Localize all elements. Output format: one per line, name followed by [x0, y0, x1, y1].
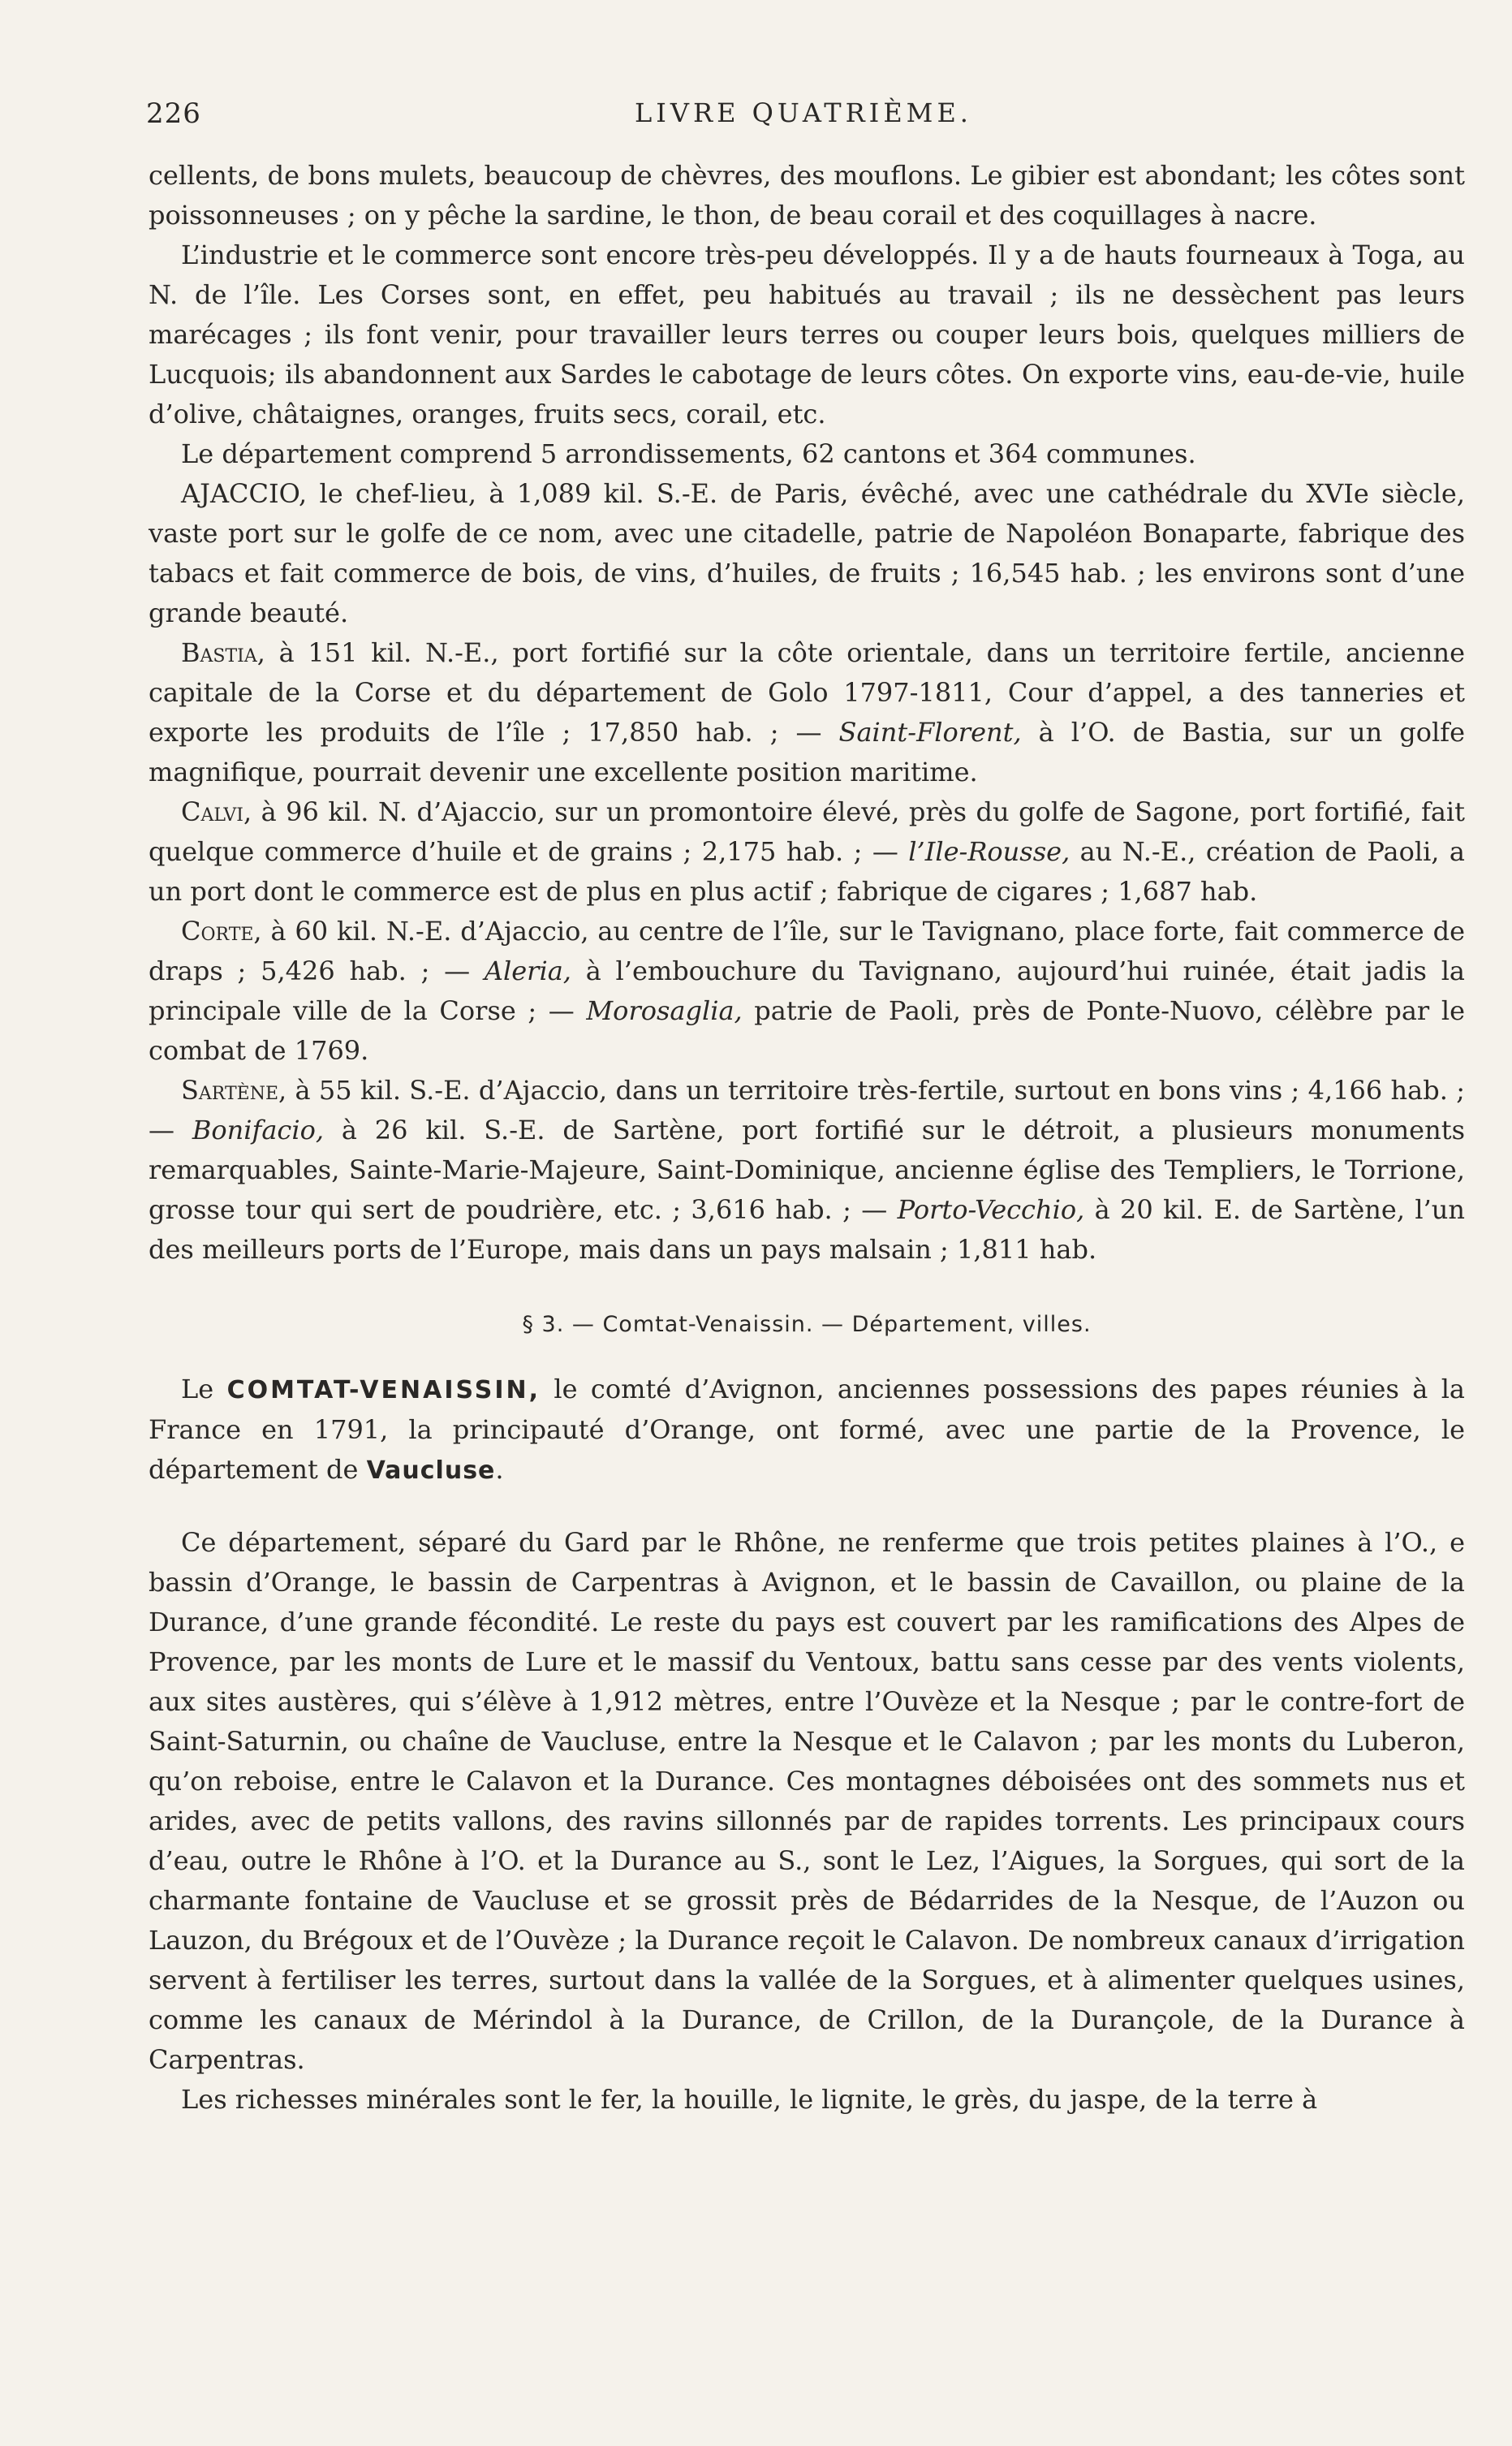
calvi-text-1: à 96 kil. N. d’Ajaccio, sur un promontoire élevé, près du golfe de Sagone, port fortifié, fait quelque commerce d’huile et de grains ; 2,175 hab. ; — — [149, 796, 1465, 867]
section-heading: § 3. — Comtat-Venaissin. — Département, villes. — [522, 1312, 1092, 1337]
page-header — [146, 97, 1461, 138]
bastia-text-2: à l’O. de Bastia, sur un golfe magnifique, pourrait devenir une excellente position maritime. — [149, 717, 1466, 787]
city-corte: Corte, — [181, 916, 262, 947]
running-head: LIVRE QUATRIÈME. — [635, 97, 972, 128]
term-comtat-venaissin: COMTAT-VENAISSIN, — [226, 1376, 541, 1404]
place-morosaglia: Morosaglia, — [586, 995, 743, 1026]
term-vaucluse: Vaucluse — [366, 1456, 496, 1485]
ajaccio-text: le chef-lieu, à 1,089 kil. S.-E. de Paris, évêché, avec une cathédrale du XVIe siècle, vaste port sur le golfe de ce nom, avec une citadelle, patrie de Napoléon Bonaparte, fabrique des tabacs et fait commerce de bois, de vins, d’huiles, de fruits ; 16,545 hab. ; les environs sont d’une grande beauté. — [149, 478, 1465, 628]
paragraph-minerals: Les richesses minérales sont le fer, la houille, le lignite, le grès, du jaspe, de la terre à — [181, 2084, 1318, 2115]
sartene-text-3: à 20 kil. E. de Sartène, l’un des meilleurs ports de l’Europe, mais dans un pays malsain ; 1,811 hab. — [149, 1194, 1466, 1265]
paragraph-corte — [149, 912, 1465, 1071]
city-calvi: Calvi, — [181, 796, 252, 827]
place-bonifacio: Bonifacio, — [192, 1115, 324, 1145]
comtat-text-2: . — [495, 1454, 504, 1485]
bastia-text-1: à 151 kil. N.-E., port fortifié sur la côte orientale, dans un territoire fertile, ancienne capitale de la Corse et du département de Golo 1797-1811, Cour d’appel, a des tanneries et exporte les produits de l’île ; 17,850 hab. ; — — [149, 637, 1465, 748]
comtat-lead: Le — [181, 1374, 227, 1404]
place-aleria: Aleria, — [484, 956, 571, 986]
corte-text-1: à 60 kil. N.-E. d’Ajaccio, au centre de l’île, sur le Tavignano, place forte, fait commerce de draps ; 5,426 hab. ; — — [149, 916, 1465, 986]
city-sartene: Sartène, — [181, 1075, 287, 1106]
corte-text-3: patrie de Paoli, près de Ponte-Nuovo, célèbre par le combat de 1769. — [149, 995, 1466, 1066]
paragraph-bastia — [149, 633, 1465, 792]
place-porto-vecchio: Porto-Vecchio, — [897, 1194, 1085, 1225]
sartene-text-1: à 55 kil. S.-E. d’Ajaccio, dans un territoire très-fertile, surtout en bons vins ; 4,166 hab. ; — — [149, 1075, 1465, 1145]
paragraph-animals: cellents, de bons mulets, beaucoup de chèvres, des mouflons. Le gibier est abondant; les côtes sont poissonneuses ; on y pêche la sardine, le thon, de beau corail et des coquillages à nacre. — [149, 160, 1465, 231]
page-number: 226 — [146, 97, 201, 130]
corte-text-2: à l’embouchure du Tavignano, aujourd’hui ruinée, était jadis la principale ville de la Corse ; — — [149, 956, 1465, 1026]
body-text — [149, 156, 1465, 2120]
paragraph-geography: Ce département, séparé du Gard par le Rhône, ne renferme que trois petites plaines à l’O., e bassin d’Orange, le bassin de Carpentras à Avignon, et le bassin de Cavaillon, ou plaine de la Durance, d’une grande fécondité. Le reste du pays est couvert par les ramifications des Alpes de Provence, par les monts de Lure et le massif du Ventoux, battu sans cesse par des vents violents, aux sites austères, qui s’élève à 1,912 mètres, entre l’Ouvèze et la Nesque ; par le contre-fort de Saint-Saturnin, ou chaîne de Vaucluse, entre la Nesque et le Calavon ; par les monts du Luberon, qu’on reboise, entre le Calavon et la Durance. Ces montagnes déboisées ont des sommets nus et arides, avec de petits vallons, des ravins sillonnés par de rapides torrents. Les principaux cours d’eau, outre le Rhône à l’O. et la Durance au S., sont le Lez, l’Aigues, la Sorgues, qui sort de la charmante fontaine de Vaucluse et se grossit près de Bédarrides de la Nesque, de l’Auzon ou Lauzon, du Brégoux et de l’Ouvèze ; la Durance reçoit le Calavon. De nombreux canaux d’irrigation servent à fertiliser les terres, surtout dans la vallée de la Sorgues, et à alimenter quelques usines, comme les canaux de Mérindol à la Durance, de Crillon, de la Durançole, de la Durance à Carpentras. — [149, 1527, 1465, 2075]
paragraph-sartene — [149, 1071, 1465, 1270]
paragraph-department: Le département comprend 5 arrondissements, 62 cantons et 364 communes. — [181, 438, 1196, 469]
comtat-text-1: le comté d’Avignon, anciennes possessions des papes réunies à la France en 1791, la principauté d’Orange, ont formé, avec une partie de la Provence, le département de — [149, 1374, 1466, 1485]
place-ile-rousse: l’Ile-Rousse, — [908, 836, 1070, 867]
sartene-text-2: à 26 kil. S.-E. de Sartène, port fortifié sur le détroit, a plusieurs monuments remarquables, Sainte-Marie-Majeure, Saint-Dominique, ancienne église des Templiers, le Torrione, grosse tour qui sert de poudrière, etc. ; 3,616 hab. ; — — [149, 1115, 1466, 1225]
city-ajaccio: AJACCIO, — [181, 478, 308, 509]
paragraph-gap — [149, 1490, 1465, 1523]
paragraph-ajaccio — [149, 474, 1465, 633]
paragraph-comtat — [149, 1370, 1465, 1490]
paragraph-industry: L’industrie et le commerce sont encore très-peu développés. Il y a de hauts fourneaux à Toga, au N. de l’île. Les Corses sont, en effet, peu habitués au travail ; ils ne dessèchent pas leurs marécages ; ils font venir, pour travailler leurs terres ou couper leurs bois, quelques milliers de Lucquois; ils abandonnent aux Sardes le cabotage de leurs côtes. On exporte vins, eau-de-vie, huile d’olive, châtaignes, oranges, fruits secs, corail, etc. — [149, 239, 1465, 429]
place-saint-florent: Saint-Florent, — [838, 717, 1022, 748]
calvi-text-2: au N.-E., création de Paoli, a un port dont le commerce est de plus en plus actif ; fabrique de cigares ; 1,687 hab. — [149, 836, 1466, 907]
paragraph-calvi — [149, 792, 1465, 912]
city-bastia: Bastia, — [181, 637, 265, 668]
